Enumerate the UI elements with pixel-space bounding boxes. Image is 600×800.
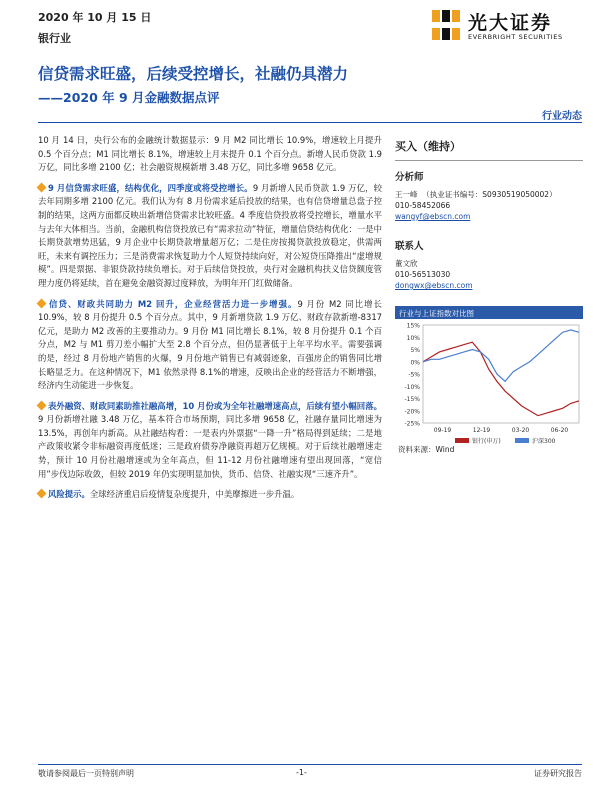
y-tick-label: -10% xyxy=(404,383,420,391)
analyst-info xyxy=(395,189,583,200)
report-subtitle: ——2020 年 9 月金融数据点评 xyxy=(38,90,220,105)
diamond-bullet-icon xyxy=(37,400,47,410)
x-tick-label: 03-20 xyxy=(511,427,530,434)
paragraph-m2-heading: 信贷、财政共同助力 M2 回升，企业经营活力进一步增强。 xyxy=(48,298,298,309)
x-tick-label: 06-20 xyxy=(550,427,569,434)
diamond-bullet-icon xyxy=(37,298,47,308)
industry-label: 银行业 xyxy=(38,32,71,45)
page-number: -1- xyxy=(296,768,307,777)
legend-label-0: 银行(申万) xyxy=(472,438,501,445)
logo-text-en: EVERBRIGHT SECURITIES xyxy=(468,33,563,41)
paragraph-m2-text: 9 月份 M2 同比增长 10.9%，较 8 月份提升 0.5 个百分点。其中，9 月新增贷款 1.9 万亿、财政存款新增-8317 亿元，是助力 M2 改善的主要推动力。9 月份 M1 同比增长 8.1%，较 8 月份提升 0.1 个百分点，M2 与 M1 剪刀差小幅扩大至 2.8 个百分点，但仍显著低于上年平均水平。需要强调的是，经过 8 月份地产销售的火爆，9 月份地产销售已有减弱迹象，百强房企的销售同比增长略显乏力。在这种情况下，M1 依然录得 8.1%的增速，反映出企业的经营活力不断增强，经济内生动能进一步恢复。 xyxy=(38,298,382,391)
diamond-bullet-icon xyxy=(37,182,47,192)
report-date: 2020 年 10 月 15 日 xyxy=(38,11,152,24)
chart-source: 资料来源：Wind xyxy=(398,445,455,454)
plot-area xyxy=(423,325,579,423)
footer-divider xyxy=(38,764,582,765)
company-logo xyxy=(430,6,580,48)
paragraph-tsf-heading: 表外融资、财政同素助推社融高增，10 月份或为全年社融增速高点，后续有望小幅回落。 xyxy=(48,400,382,411)
y-tick-label: -15% xyxy=(404,396,420,403)
analyst-email-link[interactable]: wangyf@ebscn.com xyxy=(395,212,471,221)
main-body xyxy=(38,134,382,509)
paragraph-m2 xyxy=(38,298,382,393)
x-tick-label: 09-19 xyxy=(433,427,452,434)
paragraph-risk-text: 全球经济重启后疫情复杂度提升，中美摩擦进一步升温。 xyxy=(89,489,300,500)
analyst-phone: 010-58452066 xyxy=(395,201,451,210)
y-tick-label: 0% xyxy=(410,359,420,367)
legend-label-1: 沪深300 xyxy=(532,438,556,445)
y-tick-label: 15% xyxy=(406,322,420,330)
sidebar xyxy=(395,134,583,291)
report-title: 信贷需求旺盛，后续受控增长，社融仍具潜力 xyxy=(38,65,349,83)
logo-icon xyxy=(430,8,462,42)
y-tick-label: -5% xyxy=(408,371,420,379)
x-tick-label: 12-19 xyxy=(472,427,491,434)
paragraph-tsf xyxy=(38,400,382,482)
contact-phone: 010-56513030 xyxy=(395,270,451,279)
footer-report-type: 证券研究报告 xyxy=(534,769,582,778)
series-line-1 xyxy=(423,330,579,381)
contact-email-link[interactable]: dongwx@ebscn.com xyxy=(395,281,473,290)
analyst-name: 王一峰 xyxy=(395,190,418,199)
comparison-chart xyxy=(395,306,583,445)
report-tag: 行业动态 xyxy=(542,111,582,122)
paragraph-risk-heading: 风险提示。 xyxy=(48,489,90,500)
chart-svg xyxy=(395,319,583,445)
footer-disclaimer: 敬请参阅最后一页特别声明 xyxy=(38,769,134,778)
contact-name: 董文欣 xyxy=(395,259,418,268)
paragraph-intro: 10 月 14 日，央行公布的金融统计数据显示：9 月 M2 同比增长 10.9%，增速较上月提升 0.5 个百分点；M1 同比增长 8.1%，增速较上月末提升 0.1 个百分点。新增人民币贷款 1.9 万亿，同比多增 2100 亿；社会融资规模新增 3.48 万亿，同比多增 9658 亿元。 xyxy=(38,135,382,173)
chart-title: 行业与上证指数对比图 xyxy=(395,306,583,319)
paragraph-loans xyxy=(38,182,382,291)
header-divider xyxy=(38,122,582,123)
y-tick-label: -25% xyxy=(404,420,420,428)
diamond-bullet-icon xyxy=(37,489,47,499)
analyst-heading: 分析师 xyxy=(395,172,424,183)
rating-label: 买入（维持） xyxy=(395,134,583,161)
y-tick-label: 10% xyxy=(406,334,420,342)
y-tick-label: 5% xyxy=(410,347,420,354)
paragraph-loans-heading: 9 月信贷需求旺盛，结构优化，四季度或将受控增长。 xyxy=(48,182,253,193)
paragraph-risk xyxy=(38,488,382,502)
analyst-cert: （执业证书编号：S0930519050002） xyxy=(422,190,557,199)
legend-swatch-0 xyxy=(455,438,469,443)
y-tick-label: -20% xyxy=(404,408,420,416)
logo-text-cn: 光大证券 xyxy=(468,12,553,34)
series-line-0 xyxy=(423,342,579,416)
contact-heading: 联系人 xyxy=(395,241,424,252)
paragraph-tsf-text: 9 月份新增社融 3.48 万亿，基本符合市场预期，同比多增 9658 亿，社融存量同比增速为 13.5%，再创年内新高。从社融结构看：一是表内外票据“一降一升”格局得到延续；二是地产政策收紧令非标融资再度低迷；三是政府债券净融资再超万亿规模。对于后续社融增速走势，预计 10 月份社融增速或为全年高点，但 11-12 月份社融增速有望出现回落，“宽信用”步伐边际收敛，但较 2019 年仍实现明显加快，货币、信贷、社融实现“三速齐升”。 xyxy=(38,414,382,479)
legend-swatch-1 xyxy=(515,438,529,443)
paragraph-loans-text: 9 月新增人民币贷款 1.9 万亿，较去年同期多增 2100 亿元。我们认为有 8 月份需求延后投放的结果，也有信贷增量总盘子控制的结果，这两方面都反映出新增信贷需求比较旺盛。4 季度信贷投放将受控增长，增量水平与去年大体相当。当前，金融机构信贷投放已有“需求拉动”特征，增量信贷结构优化：一是中长期贷款增势迅猛，9 月企业中长期贷款增量超万亿；二是住房按揭贷款投放稳定，供需两旺，未来有调控压力；三是消费需求恢复助力个人短贷持续向好，对公短贷压降推出“虚增规模”。四是票据、非银贷款持续负增长。对于后续信贷投放，央行对金融机构扶义信贷额度管理力度仍将延续，首在避免金融资源过度释放，为明年开门红做储备。 xyxy=(38,182,382,288)
